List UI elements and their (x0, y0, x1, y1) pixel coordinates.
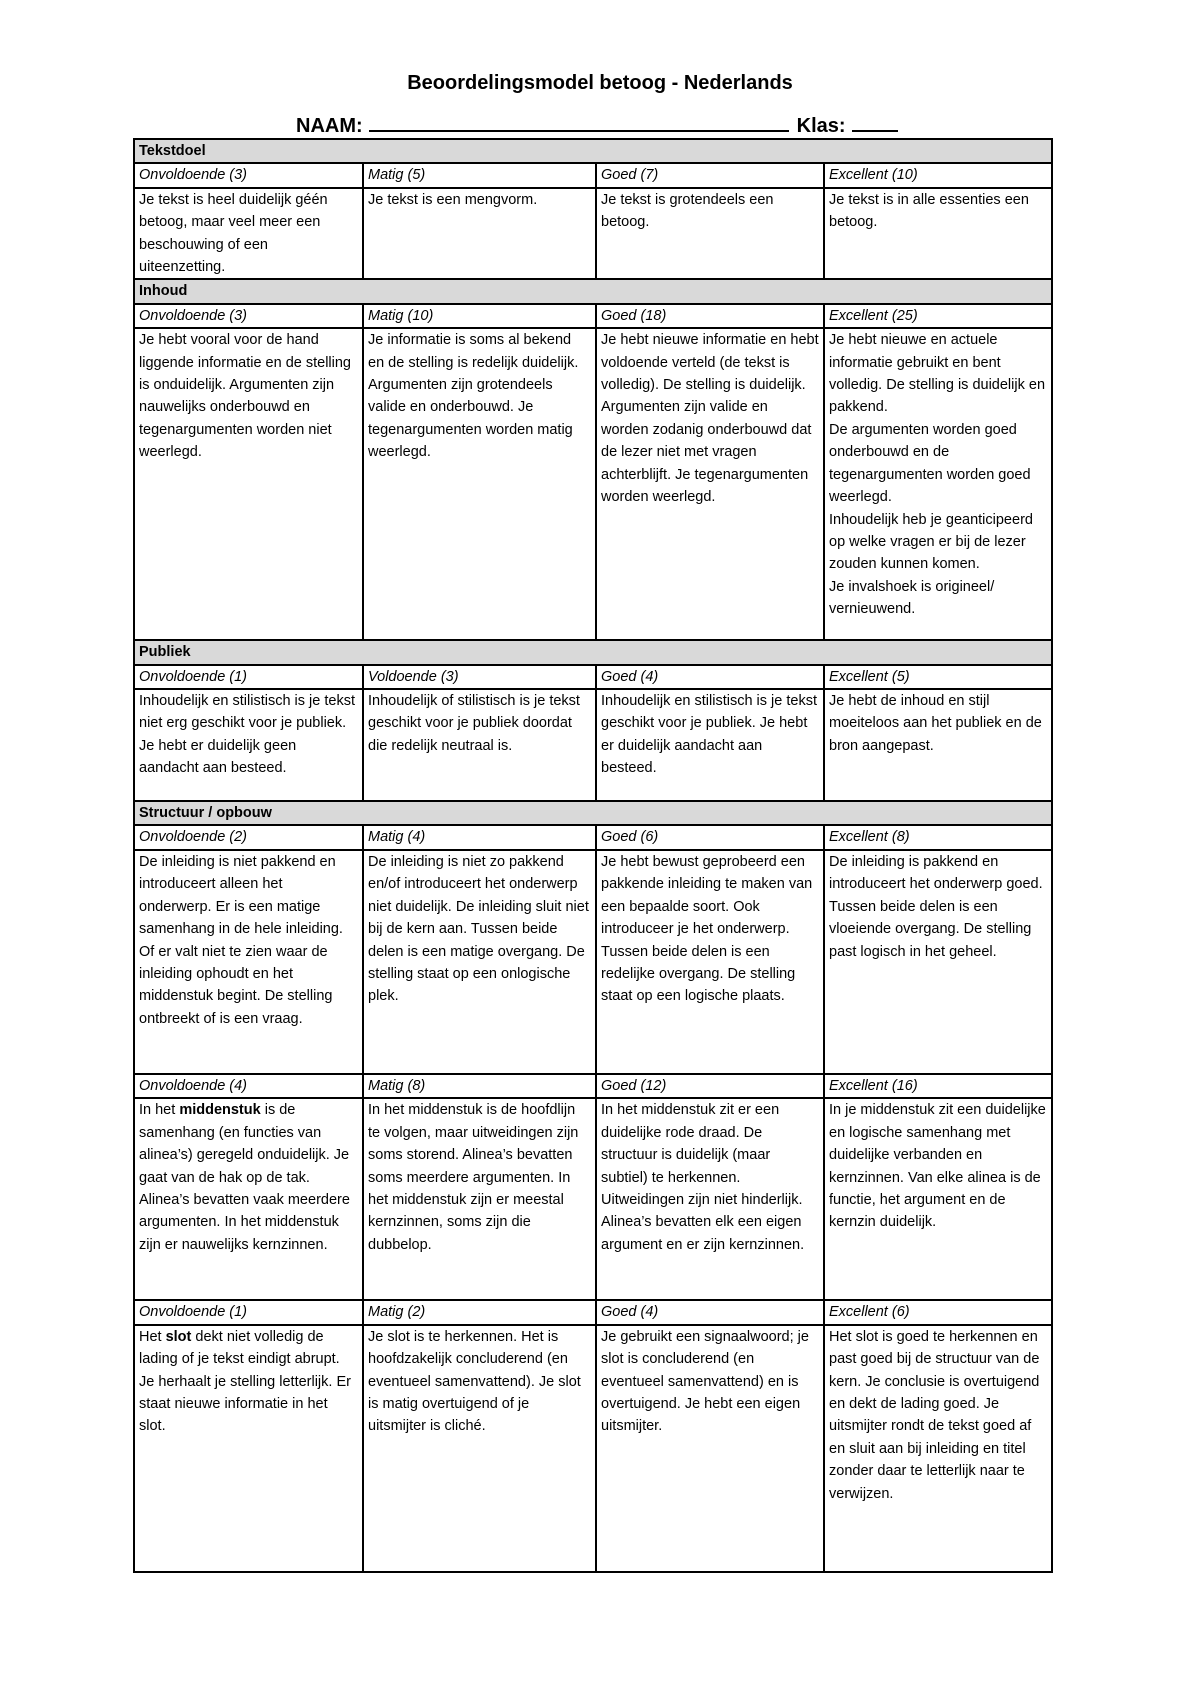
level-row (134, 1074, 1052, 1098)
level-cell: Excellent (5) (824, 665, 1052, 689)
class-label: Klas: (796, 115, 846, 137)
description-cell: Je hebt nieuwe informatie en hebt voldoende verteld (de tekst is volledig). De stelling is duidelijk. Argumenten zijn valide en worden zodanig onderbouwd dat de lezer niet met vragen achterblijft. Je tegenargumenten worden weerlegd. (596, 328, 824, 640)
level-cell: Onvoldoende (3) (134, 304, 363, 328)
description-text: dekt niet volledig de lading of je tekst eindigt abrupt. Je herhaalt je stelling letterlijk. Er staat nieuwe informatie in het slot. (139, 1328, 351, 1435)
level-cell: Excellent (25) (824, 304, 1052, 328)
level-cell: Excellent (10) (824, 163, 1052, 187)
description-cell: Je tekst is heel duidelijk géén betoog, maar veel meer een beschouwing of een uiteenzetting. (134, 188, 363, 280)
level-cell: Onvoldoende (2) (134, 825, 363, 849)
level-cell: Matig (5) (363, 163, 596, 187)
rubric-table (133, 138, 1053, 1573)
level-cell: Matig (2) (363, 1300, 596, 1324)
section-title: Tekstdoel (134, 139, 1052, 163)
description-cell: Je hebt nieuwe en actuele informatie gebruikt en bent volledig. De stelling is duidelijk en pakkend. De argumenten worden goed onderbouwd en de tegenargumenten worden goed weerlegd. Inhoudelijk heb je geanticipeerd op welke vragen er bij de lezer zouden kunnen komen. Je invalshoek is origineel/ vernieuwend. (824, 328, 1052, 640)
section-row-inhoud (134, 279, 1052, 303)
name-class-line (296, 112, 916, 138)
description-cell (134, 1098, 363, 1300)
level-cell: Onvoldoende (4) (134, 1074, 363, 1098)
description-text: In het (139, 1102, 180, 1119)
description-cell: In het middenstuk zit er een duidelijke rode draad. De structuur is duidelijk (maar subtiel) te herkennen. Uitweidingen zijn niet hinderlijk. Alinea’s bevatten elk een eigen argument en er zijn kernzinnen. (596, 1098, 824, 1300)
description-cell: Je hebt vooral voor de hand liggende informatie en de stelling is onduidelijk. Argumenten zijn nauwelijks onderbouwd en tegenargumenten worden niet weerlegd. (134, 328, 363, 640)
section-title: Inhoud (134, 279, 1052, 303)
section-row-structuur (134, 801, 1052, 825)
level-row (134, 304, 1052, 328)
description-cell: Het slot is goed te herkennen en past goed bij de structuur van de kern. Je conclusie is overtuigend en dekt de lading goed. Je uitsmijter rondt de tekst goed af en sluit aan bij inleiding en titel zonder daar te letterlijk naar te verwijzen. (824, 1325, 1052, 1572)
description-cell: In je middenstuk zit een duidelijke en logische samenhang met duidelijke verbanden en kernzinnen. Van elke alinea is de functie, het argument en de kernzin duidelijk. (824, 1098, 1052, 1300)
description-row (134, 850, 1052, 1074)
level-cell: Goed (18) (596, 304, 824, 328)
section-row-publiek (134, 640, 1052, 664)
description-text: is de samenhang (en functies van alinea’s) geregeld onduidelijk. Je gaat van de hak op de tak. Alinea’s bevatten vaak meerdere argumenten. In het middenstuk zijn er nauwelijks kernzinnen. (139, 1102, 350, 1253)
level-cell: Goed (4) (596, 1300, 824, 1324)
level-cell: Goed (7) (596, 163, 824, 187)
name-field[interactable] (369, 112, 789, 132)
level-row (134, 1300, 1052, 1324)
description-cell: Je tekst is grotendeels een betoog. (596, 188, 824, 280)
level-cell: Goed (4) (596, 665, 824, 689)
level-cell: Onvoldoende (1) (134, 1300, 363, 1324)
level-cell: Voldoende (3) (363, 665, 596, 689)
level-cell: Goed (6) (596, 825, 824, 849)
class-field[interactable] (852, 112, 898, 132)
description-cell: De inleiding is niet pakkend en introduceert alleen het onderwerp. Er is een matige samenhang in de hele inleiding. Of er valt niet te zien waar de inleiding ophoudt en het middenstuk begint. De stelling ontbreekt of is een vraag. (134, 850, 363, 1074)
level-cell: Matig (8) (363, 1074, 596, 1098)
level-cell: Excellent (8) (824, 825, 1052, 849)
description-cell: Je hebt bewust geprobeerd een pakkende inleiding te maken van een bepaalde soort. Ook introduceer je het onderwerp. Tussen beide delen is een redelijke overgang. De stelling staat op een logische plaats. (596, 850, 824, 1074)
description-cell: Inhoudelijk of stilistisch is je tekst geschikt voor je publiek doordat die redelijk neutraal is. (363, 689, 596, 801)
level-cell: Excellent (6) (824, 1300, 1052, 1324)
description-row (134, 1098, 1052, 1300)
level-cell: Matig (4) (363, 825, 596, 849)
level-row (134, 163, 1052, 187)
description-cell: In het middenstuk is de hoofdlijn te volgen, maar uitweidingen zijn soms storend. Alinea’s bevatten soms meerdere argumenten. In het middenstuk zijn er meestal kernzinnen, soms zijn die dubbelop. (363, 1098, 596, 1300)
level-cell: Goed (12) (596, 1074, 824, 1098)
description-cell: Inhoudelijk en stilistisch is je tekst geschikt voor je publiek. Je hebt er duidelijk aandacht aan besteed. (596, 689, 824, 801)
description-cell: Je informatie is soms al bekend en de stelling is redelijk duidelijk. Argumenten zijn grotendeels valide en onderbouwd. Je tegenargumenten worden matig weerlegd. (363, 328, 596, 640)
description-row (134, 689, 1052, 801)
description-cell: Je gebruikt een signaalwoord; je slot is concluderend (en eventueel samenvattend) en is overtuigend. Je hebt een eigen uitsmijter. (596, 1325, 824, 1572)
description-keyword: middenstuk (179, 1102, 261, 1119)
description-row (134, 328, 1052, 640)
section-title: Structuur / opbouw (134, 801, 1052, 825)
level-cell: Onvoldoende (3) (134, 163, 363, 187)
description-row (134, 188, 1052, 280)
section-row-tekstdoel (134, 139, 1052, 163)
description-text: Het (139, 1328, 166, 1345)
description-cell: Je tekst is in alle essenties een betoog. (824, 188, 1052, 280)
description-cell: De inleiding is pakkend en introduceert het onderwerp goed. Tussen beide delen is een vloeiende overgang. De stelling past logisch in het geheel. (824, 850, 1052, 1074)
level-cell: Matig (10) (363, 304, 596, 328)
description-cell (134, 1325, 363, 1572)
description-cell: De inleiding is niet zo pakkend en/of introduceert het onderwerp niet duidelijk. De inleiding sluit niet bij de kern aan. Tussen beide delen is een matige overgang. De stelling staat op een onlogische plek. (363, 850, 596, 1074)
description-cell: Je slot is te herkennen. Het is hoofdzakelijk concluderend (en eventueel samenvattend). Je slot is matig overtuigend of je uitsmijter is cliché. (363, 1325, 596, 1572)
name-label: NAAM: (296, 115, 363, 137)
description-cell: Je tekst is een mengvorm. (363, 188, 596, 280)
section-title: Publiek (134, 640, 1052, 664)
level-cell: Onvoldoende (1) (134, 665, 363, 689)
description-cell: Inhoudelijk en stilistisch is je tekst niet erg geschikt voor je publiek. Je hebt er duidelijk geen aandacht aan besteed. (134, 689, 363, 801)
page-title: Beoordelingsmodel betoog - Nederlands (407, 72, 793, 94)
description-cell: Je hebt de inhoud en stijl moeiteloos aan het publiek en de bron aangepast. (824, 689, 1052, 801)
level-row (134, 665, 1052, 689)
level-cell: Excellent (16) (824, 1074, 1052, 1098)
description-keyword: slot (165, 1328, 192, 1345)
description-row (134, 1325, 1052, 1572)
level-row (134, 825, 1052, 849)
